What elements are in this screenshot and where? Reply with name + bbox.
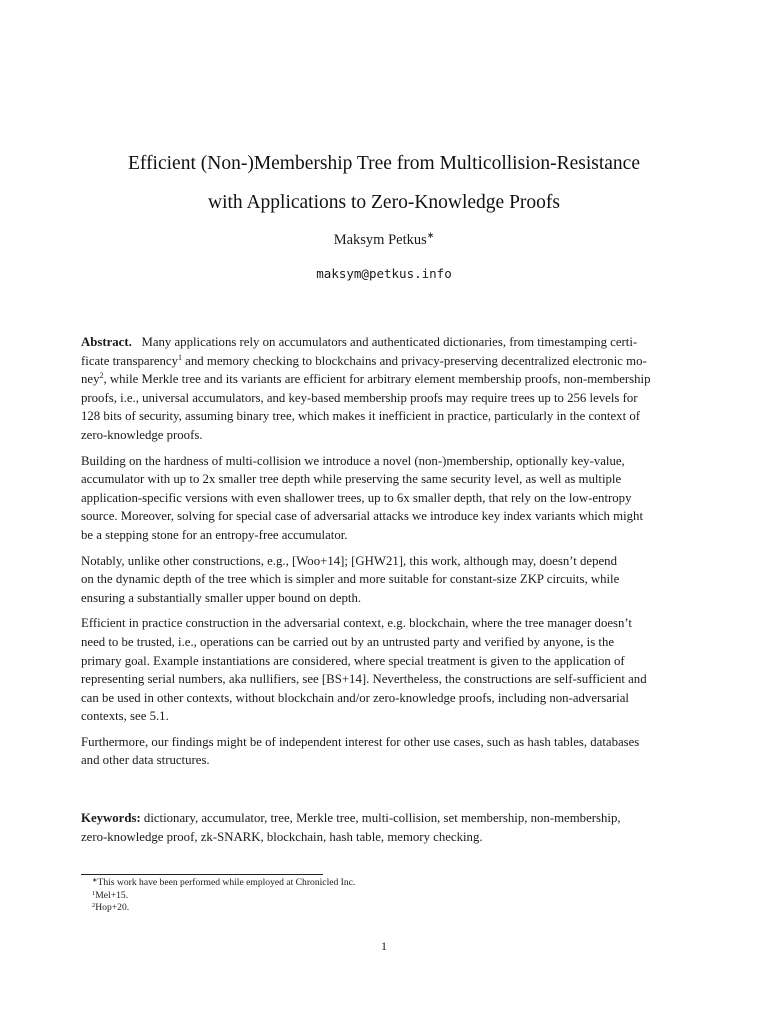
text-line: accumulator with up to 2x smaller tree depth while preserving the same security level, as well as multiple xyxy=(81,472,622,487)
text-line: Building on the hardness of multi-collision we introduce a novel (non-)membership, optionally key-value, xyxy=(81,453,625,468)
author-text: Maksym Petkus xyxy=(333,232,427,248)
footnotes xyxy=(92,877,355,915)
abstract-label: Abstract. xyxy=(81,335,132,349)
text-line: Furthermore, our findings might be of independent interest for other use cases, such as hash tables, databases xyxy=(81,734,640,749)
text-line: can be used in other contexts, without blockchain and/or zero-knowledge proofs, including non-adversarial xyxy=(81,690,629,705)
paper-title xyxy=(60,144,708,222)
abstract-paragraph xyxy=(81,333,689,445)
footnote-divider xyxy=(81,874,323,875)
title-line: with Applications to Zero-Knowledge Proofs xyxy=(207,192,561,213)
text-line xyxy=(81,809,689,828)
abstract-paragraph xyxy=(81,614,689,726)
text-line: on the dynamic depth of the tree which is simpler and more suitable for constant-size ZKP circuits, while xyxy=(81,572,620,587)
abstract-paragraph xyxy=(81,452,689,545)
text-line: Notably, unlike other constructions, e.g., [Woo+14]; [GHW21], this work, although may, doesn’t depend xyxy=(81,553,617,568)
text-line xyxy=(81,370,689,389)
text-span: , while Merkle tree and its variants are efficient for arbitrary element membership proofs, non-membership xyxy=(103,372,651,387)
text-line: be a stepping stone for an entropy-free accumulator. xyxy=(81,527,348,542)
abstract-paragraph xyxy=(81,733,689,770)
footnote xyxy=(92,890,355,903)
text-line: primary goal. Example instantiations are considered, where special treatment is given to the application of xyxy=(81,653,625,668)
text-line: Efficient in practice construction in the adversarial context, e.g. blockchain, where the tree manager doesn’t xyxy=(81,616,632,631)
footnote-ref: 2 xyxy=(99,371,104,381)
text-line: ensuring a substantially smaller upper bound on depth. xyxy=(81,590,362,605)
keywords-label: Keywords: xyxy=(81,811,141,825)
footnote-mark: ∗ xyxy=(92,877,98,884)
keywords-section xyxy=(81,809,689,846)
text-span: and memory checking to blockchains and privacy-preserving decentralized electronic mo- xyxy=(181,353,647,368)
text-line: source. Moreover, solving for special case of adversarial attacks we introduce key index variants which might xyxy=(81,509,644,524)
text-span: Many applications rely on accumulators and authenticated dictionaries, from timestamping certi- xyxy=(141,335,638,349)
text-line: and other data structures. xyxy=(81,753,210,768)
text-line: application-specific versions with even shallower trees, up to 6x smaller depth, that rely on the low-entropy xyxy=(81,490,632,505)
page-number: 1 xyxy=(381,939,387,953)
text-span: dictionary, accumulator, tree, Merkle tree, multi-collision, set membership, non-membership, xyxy=(140,811,621,825)
author-email: maksym@petkus.info xyxy=(316,266,452,281)
text-span: ney xyxy=(81,372,100,387)
text-line: proofs, i.e., universal accumulators, and key-based membership proofs may require trees up to 256 levels for xyxy=(81,390,638,405)
text-line: need to be trusted, i.e., operations can be carried out by an untrusted party and verified by anyone, is the xyxy=(81,634,615,649)
text-line: zero-knowledge proofs. xyxy=(81,427,203,442)
footnote xyxy=(92,877,355,890)
text-line xyxy=(81,352,689,371)
text-span: ficate transparency xyxy=(81,353,178,368)
author-name xyxy=(0,230,768,249)
text-line xyxy=(81,333,689,352)
text-line: contexts, see 5.1. xyxy=(81,709,169,724)
abstract-section xyxy=(81,333,689,777)
title-line: Efficient (Non-)Membership Tree from Multicollision-Resistance xyxy=(128,153,640,174)
author-footnote-mark: ∗ xyxy=(426,230,435,240)
footnote-text: This work have been performed while employed at Chronicled Inc. xyxy=(97,877,356,888)
abstract-paragraph xyxy=(81,552,689,608)
text-line: representing serial numbers, aka nullifiers, see [BS+14]. Nevertheless, the constructions are self-sufficient and xyxy=(81,672,647,687)
footnote-ref: 1 xyxy=(177,352,182,362)
text-line: zero-knowledge proof, zk-SNARK, blockchain, hash table, memory checking. xyxy=(81,829,483,844)
footnote-mark: 2 xyxy=(92,902,96,909)
text-line: 128 bits of security, assuming binary tree, which makes it inefficient in practice, particularly in the context of xyxy=(81,409,640,424)
footnote-text: Mel+15. xyxy=(95,889,129,901)
footnote-mark: 1 xyxy=(92,889,96,897)
footnote xyxy=(92,902,355,915)
footnote-text: Hop+20. xyxy=(95,902,130,913)
